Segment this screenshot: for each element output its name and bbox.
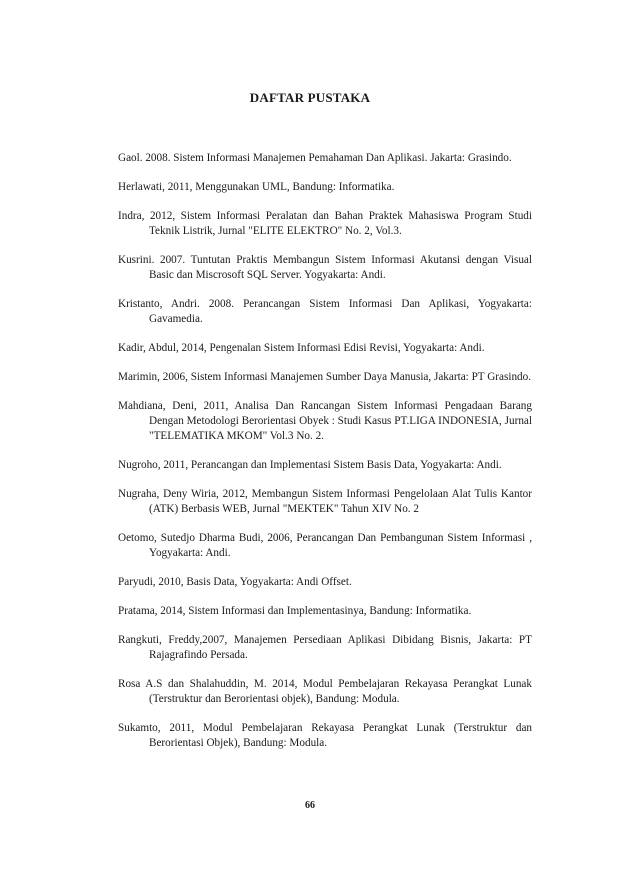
reference-item: Rosa A.S dan Shalahuddin, M. 2014, Modul Pembelajaran Rekayasa Perangkat Lunak (Terstruktur dan Berorientasi objek), Bandung: Modula. bbox=[118, 678, 532, 706]
reference-item: Nugraha, Deny Wiria, 2012, Membangun Sistem Informasi Pengelolaan Alat Tulis Kantor (ATK) Berbasis WEB, Jurnal "MEKTEK" Tahun XIV No. 2 bbox=[118, 488, 532, 516]
reference-item: Paryudi, 2010, Basis Data, Yogyakarta: Andi Offset. bbox=[118, 576, 352, 589]
reference-item: Nugroho, 2011, Perancangan dan Implementasi Sistem Basis Data, Yogyakarta: Andi. bbox=[118, 459, 502, 472]
reference-item: Herlawati, 2011, Menggunakan UML, Bandung: Informatika. bbox=[118, 181, 395, 194]
reference-item: Indra, 2012, Sistem Informasi Peralatan dan Bahan Praktek Mahasiswa Program Studi Teknik Listrik, Jurnal "ELITE ELEKTRO" No. 2, Vol.3. bbox=[118, 210, 532, 238]
page-number: 66 bbox=[305, 800, 315, 811]
reference-item: Kusrini. 2007. Tuntutan Praktis Membangun Sistem Informasi Akutansi dengan Visual Basic dan Miscrosoft SQL Server. Yogyakarta: Andi. bbox=[118, 254, 532, 282]
reference-item: Pratama, 2014, Sistem Informasi dan Implementasinya, Bandung: Informatika. bbox=[118, 605, 472, 618]
reference-item: Kadir, Abdul, 2014, Pengenalan Sistem Informasi Edisi Revisi, Yogyakarta: Andi. bbox=[118, 342, 485, 355]
reference-item: Oetomo, Sutedjo Dharma Budi, 2006, Perancangan Dan Pembangunan Sistem Informasi , Yogyakarta: Andi. bbox=[118, 532, 532, 560]
page-title: DAFTAR PUSTAKA bbox=[249, 90, 371, 105]
reference-item: Marimin, 2006, Sistem Informasi Manajemen Sumber Daya Manusia, Jakarta: PT Grasindo. bbox=[118, 371, 532, 384]
reference-item: Mahdiana, Deni, 2011, Analisa Dan Rancangan Sistem Informasi Pengadaan Barang Dengan Metodologi Berorientasi Obyek : Studi Kasus PT.LIGA INDONESIA, Jurnal "TELEMATIKA MKOM" Vol.3 No. 2. bbox=[118, 400, 532, 443]
reference-item: Rangkuti, Freddy,2007, Manajemen Persediaan Aplikasi Dibidang Bisnis, Jakarta: PT Rajagrafindo Persada. bbox=[118, 634, 532, 662]
reference-item: Kristanto, Andri. 2008. Perancangan Sistem Informasi Dan Aplikasi, Yogyakarta: Gavamedia. bbox=[118, 298, 532, 326]
reference-list bbox=[118, 140, 532, 765]
reference-item: Gaol. 2008. Sistem Informasi Manajemen Pemahaman Dan Aplikasi. Jakarta: Grasindo. bbox=[118, 152, 512, 165]
reference-item: Sukamto, 2011, Modul Pembelajaran Rekayasa Perangkat Lunak (Terstruktur dan Berorientasi Objek), Bandung: Modula. bbox=[118, 722, 532, 750]
